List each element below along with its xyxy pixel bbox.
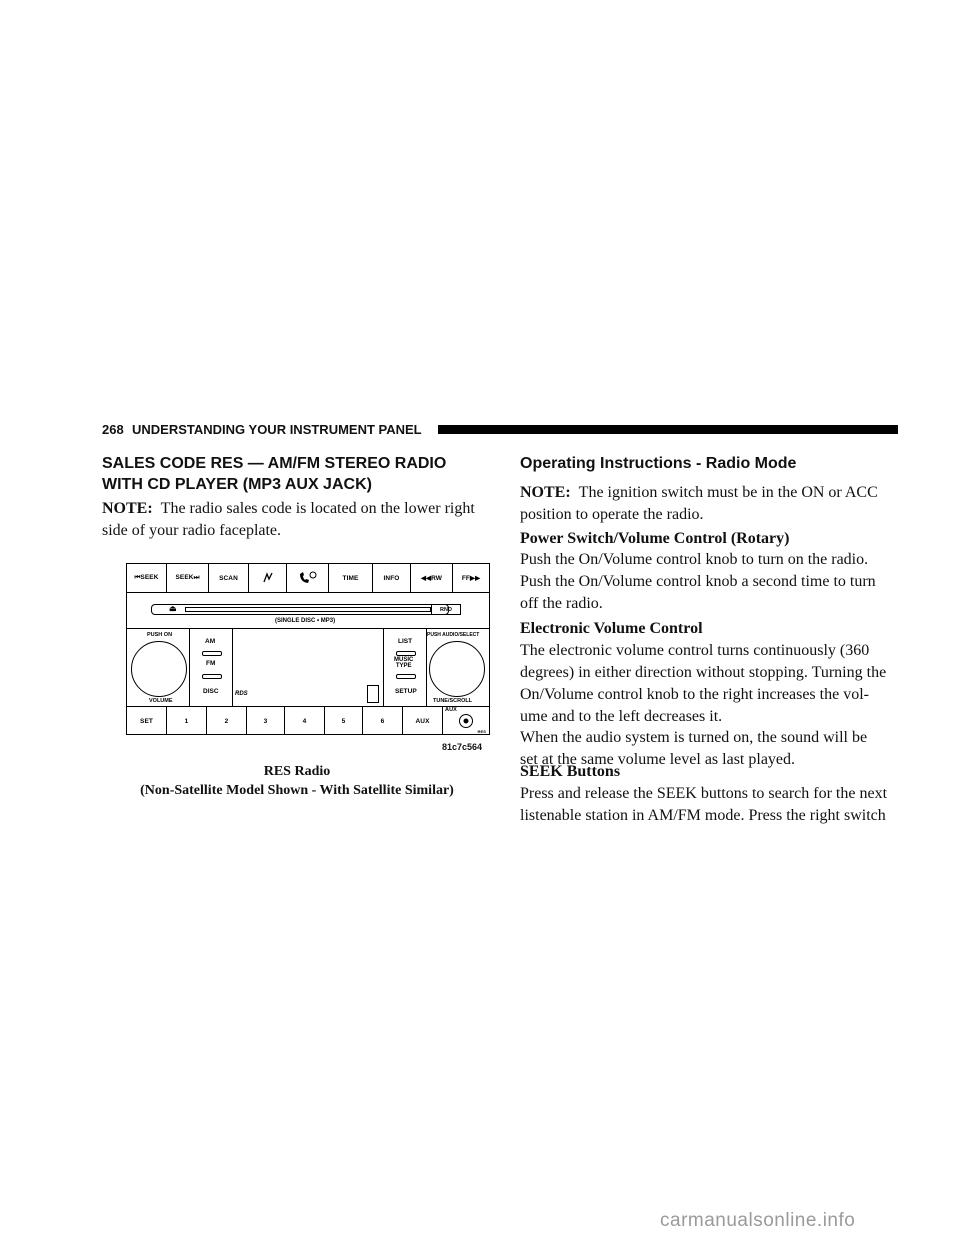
menu-buttons bbox=[383, 629, 427, 706]
volume-knob bbox=[131, 641, 187, 697]
preset-6-button: 6 bbox=[363, 707, 403, 735]
figure-caption-line1: RES Radio bbox=[263, 764, 331, 779]
list-button: LIST bbox=[398, 638, 413, 645]
note-label: NOTE: bbox=[102, 500, 153, 517]
rds-logo: RDS bbox=[235, 691, 248, 697]
radio-top-button-row bbox=[127, 564, 489, 593]
push-on-label: PUSH ON bbox=[147, 632, 173, 638]
left-note: NOTE: The radio sales code is located on the lower right side of your radio faceplate. bbox=[102, 500, 475, 539]
figure-caption-line2: (Non-Satellite Model Shown - With Satellite Similar) bbox=[140, 783, 454, 798]
preset-3-button: 3 bbox=[247, 707, 285, 735]
seek-forward-button: SEEK⏭ bbox=[167, 564, 209, 592]
seek-buttons-paragraph: Press and release the SEEK buttons to search for the next listenable station in AM/FM mode. Press the right switch bbox=[520, 785, 888, 824]
note-label: NOTE: bbox=[520, 484, 571, 501]
volume-label: VOLUME bbox=[149, 698, 173, 704]
eject-icon: ⏏ bbox=[169, 604, 177, 613]
set-button: SET bbox=[127, 707, 167, 735]
band-buttons bbox=[189, 629, 233, 706]
tune-knob bbox=[429, 641, 485, 697]
page-number: 268 bbox=[102, 422, 124, 437]
phone-icon bbox=[298, 571, 318, 585]
cd-logo-icon bbox=[367, 685, 379, 703]
time-button: TIME bbox=[329, 564, 373, 592]
fast-forward-button: FF▶▶ bbox=[461, 575, 481, 582]
radio-faceplate-illustration bbox=[126, 563, 490, 735]
scan-button: SCAN bbox=[209, 564, 249, 592]
volume-level-paragraph: When the audio system is turned on, the sound will be set at the same volume level as last played. bbox=[520, 729, 868, 768]
list-led bbox=[396, 651, 416, 656]
phone-button bbox=[287, 564, 329, 592]
am-button: AM bbox=[205, 638, 216, 645]
running-header bbox=[102, 420, 898, 436]
operating-instructions-heading: Operating Instructions - Radio Mode bbox=[520, 455, 797, 472]
fm-led bbox=[202, 674, 222, 679]
preset-1-button: 1 bbox=[167, 707, 207, 735]
disc-button: DISC bbox=[203, 688, 219, 695]
radio-preset-row bbox=[127, 706, 489, 735]
radio-middle-section bbox=[127, 628, 489, 707]
cd-slot-inner bbox=[185, 607, 431, 612]
watermark: carmanualsonline.info bbox=[660, 1210, 856, 1231]
tune-scroll-label: TUNE/SCROLL bbox=[433, 698, 473, 704]
aux-jack-icon bbox=[458, 713, 474, 729]
header-rule bbox=[438, 425, 898, 434]
setup-button: SETUP bbox=[395, 688, 417, 695]
music-type-led bbox=[396, 674, 416, 679]
volume-control-paragraph: The electronic volume control turns continuously (360 degrees) in either direction without stopping. Turning the On/Volume control knob to the right increases the vol- ume and to the left decreases it. bbox=[520, 642, 887, 725]
section-title: UNDERSTANDING YOUR INSTRUMENT PANEL bbox=[132, 422, 422, 437]
push-audio-label: PUSH AUDIO/SELECT bbox=[427, 632, 480, 638]
seek-buttons-heading: SEEK Buttons bbox=[520, 763, 621, 780]
power-switch-paragraph: Push the On/Volume control knob to turn on the radio. Push the On/Volume control knob a second time to turn off the radio. bbox=[520, 551, 876, 612]
voice-command-button bbox=[249, 564, 287, 592]
rewind-button: ◀◀RW bbox=[411, 564, 453, 592]
am-led bbox=[202, 651, 222, 656]
preset-2-button: 2 bbox=[207, 707, 247, 735]
preset-5-button: 5 bbox=[325, 707, 363, 735]
aux-button: AUX bbox=[403, 707, 443, 735]
sales-code-heading: SALES CODE RES — AM/FM STEREO RADIO WITH CD PLAYER (MP3 AUX JACK) bbox=[102, 455, 447, 493]
power-switch-heading: Power Switch/Volume Control (Rotary) bbox=[520, 530, 790, 547]
fm-button: FM bbox=[206, 660, 216, 667]
preset-4-button: 4 bbox=[285, 707, 325, 735]
voice-icon bbox=[261, 571, 275, 585]
aux-jack: AUX RES bbox=[445, 707, 486, 734]
rnd-button: RND bbox=[431, 604, 461, 615]
volume-control-heading: Electronic Volume Control bbox=[520, 620, 703, 637]
seek-back-button: ⏮SEEK bbox=[127, 564, 167, 592]
disc-label: (SINGLE DISC • MP3) bbox=[275, 618, 336, 624]
info-button: INFO bbox=[373, 564, 411, 592]
music-type-button: MUSIC TYPE bbox=[394, 657, 414, 669]
figure-id: 81c7c564 bbox=[442, 742, 483, 752]
right-note: NOTE: The ignition switch must be in the ON or ACC position to operate the radio. bbox=[520, 484, 878, 523]
